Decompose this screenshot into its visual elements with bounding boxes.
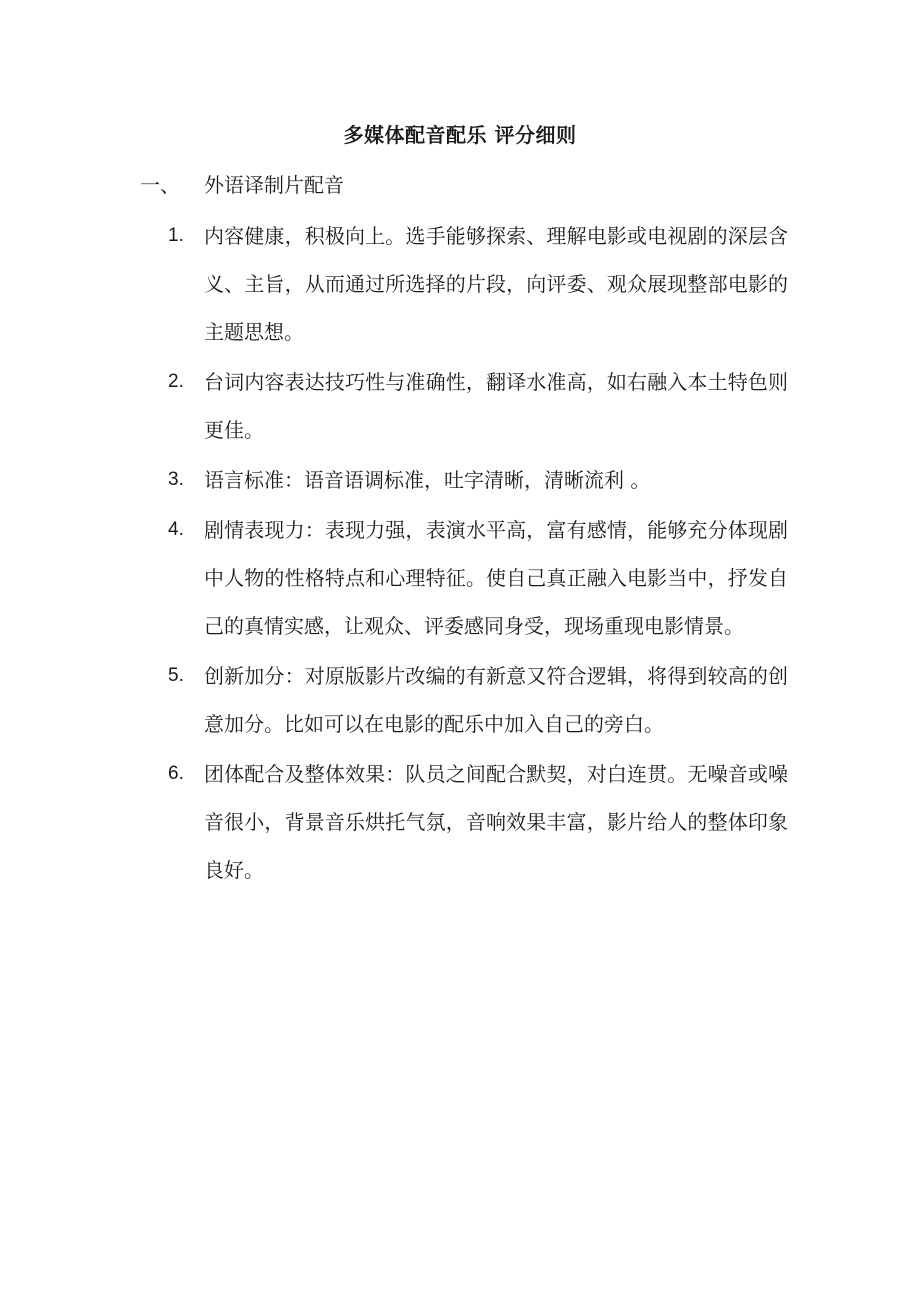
list-item [168, 506, 788, 650]
section-title: 外语译制片配音 [204, 173, 344, 197]
list-item-text: 创新加分：对原版影片改编的有新意又符合逻辑，将得到较高的创意加分。比如可以在电影的配乐中加入自己的旁白。 [204, 664, 788, 736]
list-item [168, 358, 788, 454]
list-item-text: 内容健康，积极向上。选手能够探索、理解电影或电视剧的深层含义、主旨，从而通过所选择的片段，向评委、观众展现整部电影的主题思想。 [204, 224, 788, 344]
list-item-text: 台词内容表达技巧性与准确性，翻译水准高，如右融入本土特色则更佳。 [204, 370, 788, 442]
list-item-number: 6. [168, 763, 184, 784]
list-item [168, 750, 788, 894]
list-item [168, 212, 788, 356]
list-item [168, 456, 788, 504]
list-item-number: 3. [168, 469, 184, 490]
list-item-number: 5. [168, 665, 184, 686]
section-number: 一、 [140, 173, 180, 197]
list-item-number: 2. [168, 371, 184, 392]
list-item-number: 1. [168, 225, 184, 246]
criteria-list [168, 212, 788, 896]
list-item-text: 剧情表现力：表现力强，表演水平高，富有感情，能够充分体现剧中人物的性格特点和心理特征。使自己真正融入电影当中，抒发自己的真情实感，让观众、评委感同身受，现场重现电影情景。 [204, 518, 788, 638]
list-item-text: 团体配合及整体效果：队员之间配合默契，对白连贯。无噪音或噪音很小，背景音乐烘托气氛，音响效果丰富，影片给人的整体印象良好。 [204, 762, 788, 882]
list-item-number: 4. [168, 519, 184, 540]
document-title: 多媒体配音配乐 评分细则 [343, 123, 577, 147]
list-item [168, 652, 788, 748]
section-heading [140, 170, 800, 200]
list-item-text: 语言标准：语音语调标准，吐字清晰，清晰流利 。 [204, 468, 651, 492]
